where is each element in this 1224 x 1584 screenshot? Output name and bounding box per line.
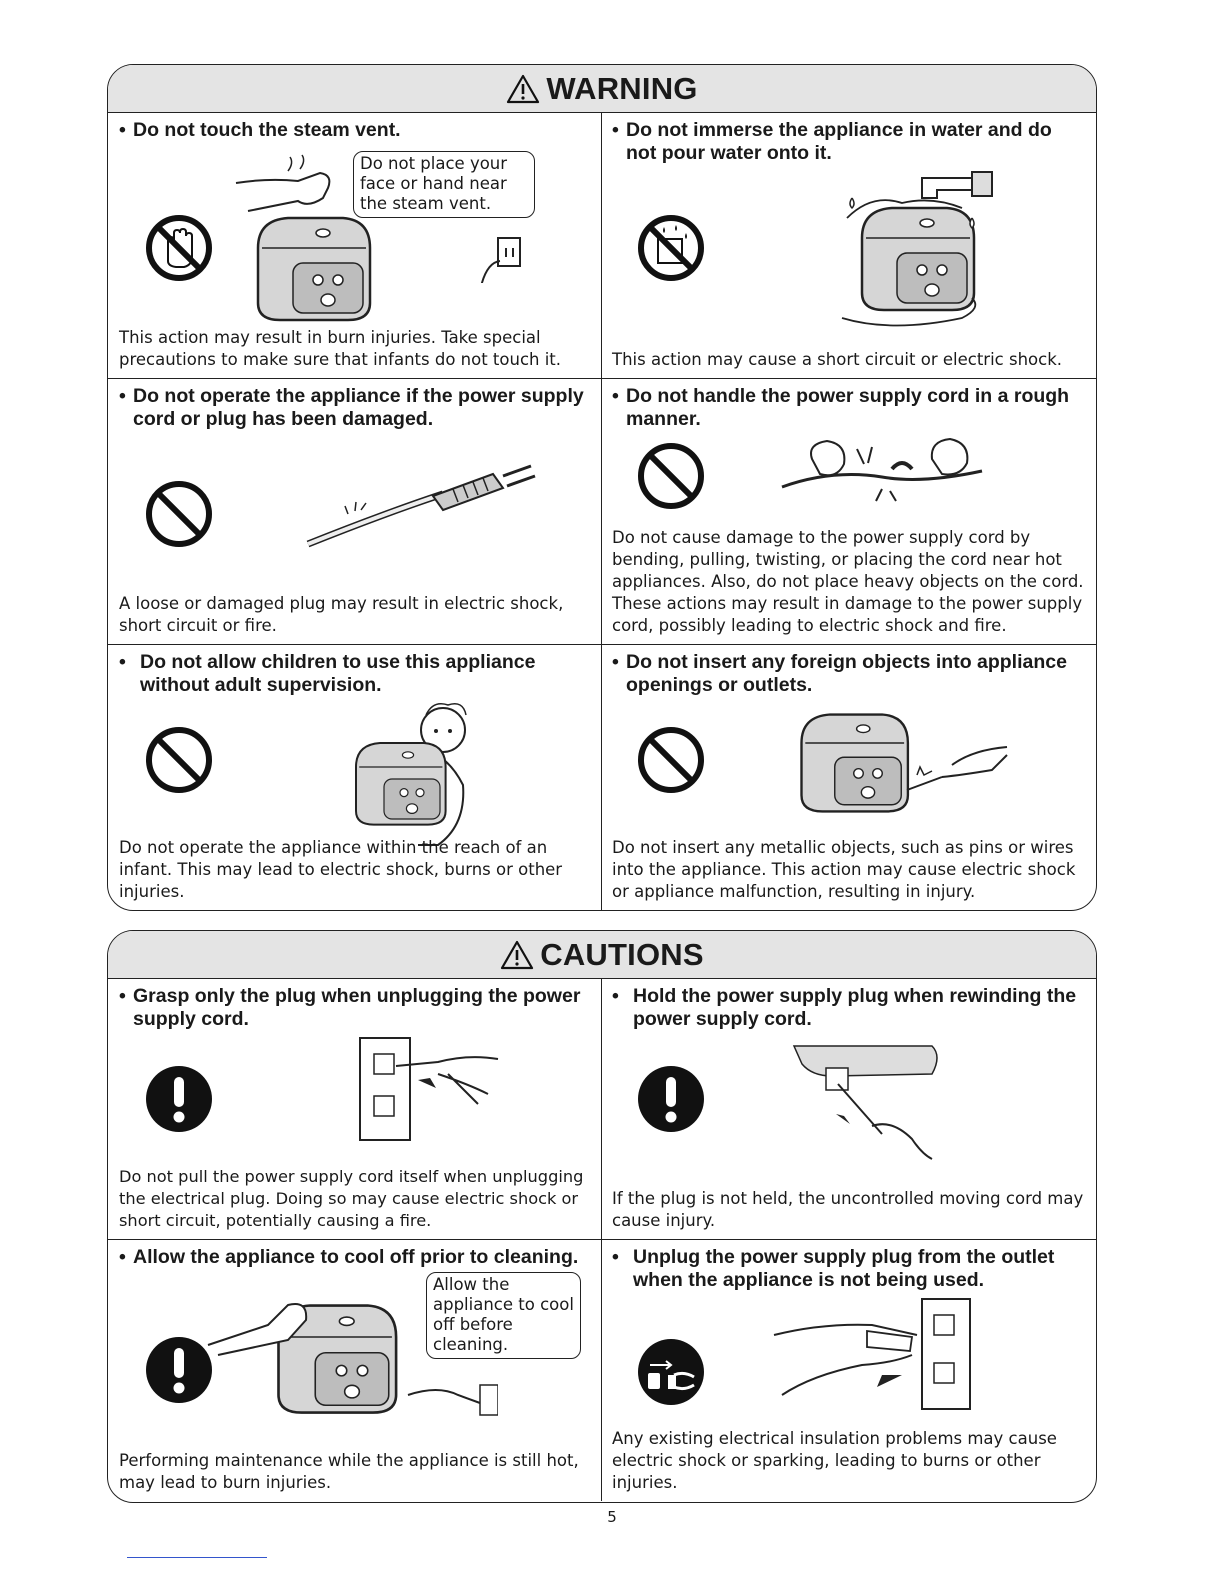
caution-item-rewind-cord: [601, 979, 1096, 1239]
unplug-icon: [636, 1337, 706, 1407]
warning-description: A loose or damaged plug may result in electric shock, short circuit or fire.: [119, 594, 564, 635]
warning-heading: • Do not allow children to use this appliance without adult supervision.: [119, 651, 591, 697]
caution-heading: • Hold the power supply plug when rewinding the power supply cord.: [612, 985, 1086, 1031]
mandatory-icon: [636, 1064, 706, 1134]
warning-panel: [107, 64, 1097, 911]
warning-description: Do not insert any metallic objects, such as pins or wires into the appliance. This action may cause electric shock or appliance malfunction, resulting in injury.: [612, 838, 1076, 901]
footer-link-line: [127, 1557, 267, 1558]
prohibited-icon: [144, 725, 214, 795]
warning-triangle-icon: [500, 940, 534, 970]
caution-item-grasp-plug: [108, 979, 601, 1239]
warning-heading: • Do not handle the power supply cord in a rough manner.: [612, 385, 1086, 431]
warning-heading: • Do not insert any foreign objects into appliance openings or outlets.: [612, 651, 1086, 697]
warning-item-rough-cord: [601, 378, 1096, 644]
no-touch-icon: [144, 213, 214, 283]
caution-item-unplug: [601, 1239, 1096, 1501]
cautions-panel: [107, 930, 1097, 1503]
warning-heading: • Do not touch the steam vent.: [119, 119, 591, 142]
twisting-cord-illustration: [772, 429, 1002, 509]
caution-description: Do not pull the power supply cord itself when unplugging the electrical plug. Doing so may cause electric shock or short circuit, potentially causing a fire.: [119, 1167, 584, 1230]
cool-off-callout: Allow the appliance to cool off before cleaning.: [426, 1272, 581, 1359]
warning-item-foreign-objects: [601, 644, 1096, 910]
warning-description: Do not cause damage to the power supply cord by bending, pulling, twisting, or placing the cord near hot appliances. Also, do not place heavy objects on the cord. These actions may result in damage to the power supply cord, possibly leading to electric shock and fire.: [612, 528, 1084, 635]
steam-vent-callout: Do not place your face or hand near the steam vent.: [353, 151, 535, 218]
caution-description: If the plug is not held, the uncontrolled moving cord may cause injury.: [612, 1189, 1084, 1230]
warning-item-damaged-cord: [108, 378, 601, 644]
caution-description: Any existing electrical insulation problems may cause electric shock or sparking, leading to burns or other injuries.: [612, 1429, 1057, 1492]
warning-description: Do not operate the appliance within the reach of an infant. This may lead to electric shock, burns or other injuries.: [119, 838, 563, 901]
warning-description: This action may cause a short circuit or electric shock.: [612, 350, 1062, 369]
cautions-header: [108, 931, 1096, 979]
caution-description: Performing maintenance while the appliance is still hot, may lead to burn injuries.: [119, 1451, 579, 1492]
child-with-cooker-illustration: [338, 695, 498, 855]
warning-header: [108, 65, 1096, 113]
caution-heading: • Allow the appliance to cool off prior to cleaning.: [119, 1246, 591, 1269]
unplug-by-plug-illustration: [358, 1034, 518, 1149]
caution-heading: • Unplug the power supply plug from the outlet when the appliance is not being used.: [612, 1246, 1086, 1292]
warning-item-immerse: [601, 113, 1096, 378]
cautions-title: CAUTIONS: [540, 936, 704, 972]
prohibited-icon: [636, 441, 706, 511]
prohibited-icon: [144, 479, 214, 549]
caution-heading: • Grasp only the plug when unplugging the power supply cord.: [119, 985, 591, 1031]
warning-title: WARNING: [546, 70, 698, 106]
pin-insertion-illustration: [792, 705, 1032, 815]
cooker-in-water-illustration: [832, 158, 1002, 328]
warning-item-children: [108, 644, 601, 910]
rewind-cord-illustration: [792, 1044, 952, 1164]
caution-item-cool-off: [108, 1239, 601, 1501]
warning-item-steam-vent: [108, 113, 601, 378]
unplug-from-outlet-illustration: [772, 1295, 992, 1420]
page-number: 5: [607, 1508, 617, 1526]
warning-heading: • Do not immerse the appliance in water and do not pour water onto it.: [612, 119, 1086, 165]
no-water-icon: [636, 213, 706, 283]
warning-heading: • Do not operate the appliance if the power supply cord or plug has been damaged.: [119, 385, 591, 431]
damaged-plug-illustration: [303, 444, 543, 554]
mandatory-icon: [144, 1064, 214, 1134]
prohibited-icon: [636, 725, 706, 795]
warning-description: This action may result in burn injuries. Take special precautions to make sure that infants do not touch it.: [119, 328, 562, 369]
warning-triangle-icon: [506, 74, 540, 104]
